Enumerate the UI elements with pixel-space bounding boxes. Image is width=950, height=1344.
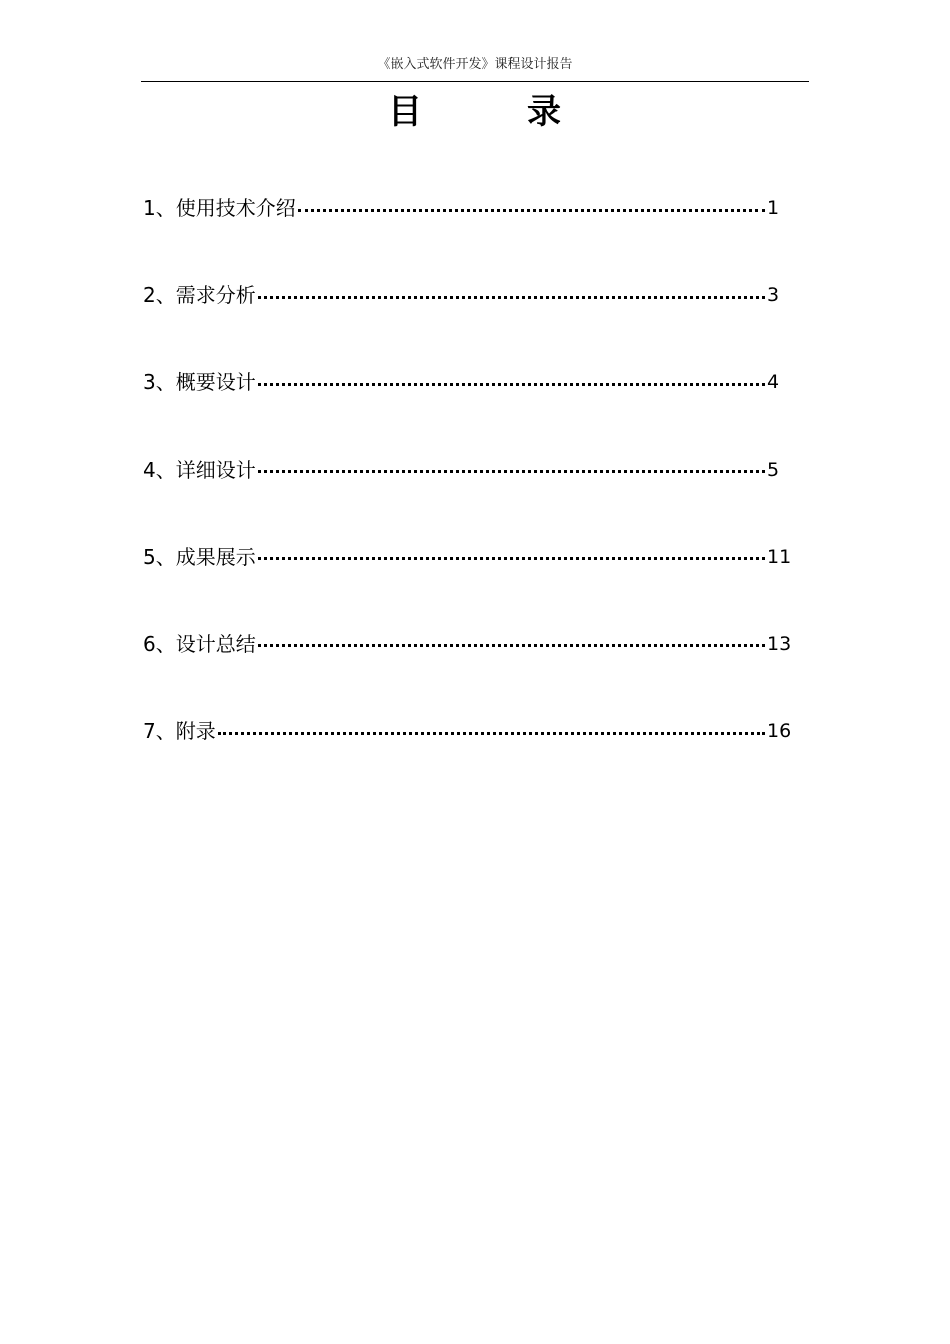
toc-entry-outline-design[interactable]	[143, 367, 793, 397]
dot-leader	[258, 296, 765, 299]
toc-entry-detailed-design[interactable]	[143, 455, 793, 485]
dot-leader	[258, 644, 765, 647]
toc-entry-appendix[interactable]	[143, 716, 793, 746]
toc-entry-number: 4、	[143, 457, 176, 482]
toc-entry-number: 3、	[143, 370, 176, 395]
toc-entry-number: 5、	[143, 544, 176, 569]
dot-leader	[298, 209, 765, 212]
toc-entry-page: 3	[767, 284, 780, 307]
toc-entry-title: 概要设计	[175, 370, 256, 395]
toc-entry-page: 16	[767, 720, 792, 743]
toc-entry-requirements[interactable]	[143, 280, 793, 310]
toc-entry-number: 6、	[143, 631, 176, 656]
toc-title	[0, 90, 950, 134]
toc-entry-title: 详细设计	[175, 457, 256, 482]
toc-entry-summary[interactable]	[143, 629, 793, 659]
toc-title-char-1: 目	[388, 92, 422, 132]
header-rule	[141, 81, 809, 82]
toc-entry-title: 成果展示	[175, 544, 256, 569]
toc-entry-page: 1	[767, 197, 780, 219]
dot-leader	[258, 383, 765, 386]
toc-list	[143, 193, 793, 803]
toc-entry-number: 7、	[143, 719, 176, 744]
toc-entry-page: 13	[767, 632, 792, 655]
dot-leader	[218, 732, 765, 735]
toc-entry-page: 4	[767, 371, 780, 394]
toc-entry-title: 设计总结	[175, 631, 256, 656]
dot-leader	[258, 557, 765, 560]
toc-entry-title: 使用技术介绍	[175, 196, 296, 220]
toc-entry-number: 1、	[143, 196, 176, 220]
toc-entry-results[interactable]	[143, 542, 793, 572]
toc-entry-title: 附录	[175, 719, 216, 744]
toc-entry-technology[interactable]	[143, 193, 793, 223]
running-header: 《嵌入式软件开发》课程设计报告	[377, 57, 573, 72]
toc-entry-number: 2、	[143, 283, 176, 308]
toc-title-char-2: 录	[527, 92, 561, 132]
dot-leader	[258, 470, 765, 473]
toc-entry-title: 需求分析	[175, 283, 256, 308]
toc-entry-page: 5	[767, 458, 780, 481]
toc-entry-page: 11	[767, 545, 792, 568]
